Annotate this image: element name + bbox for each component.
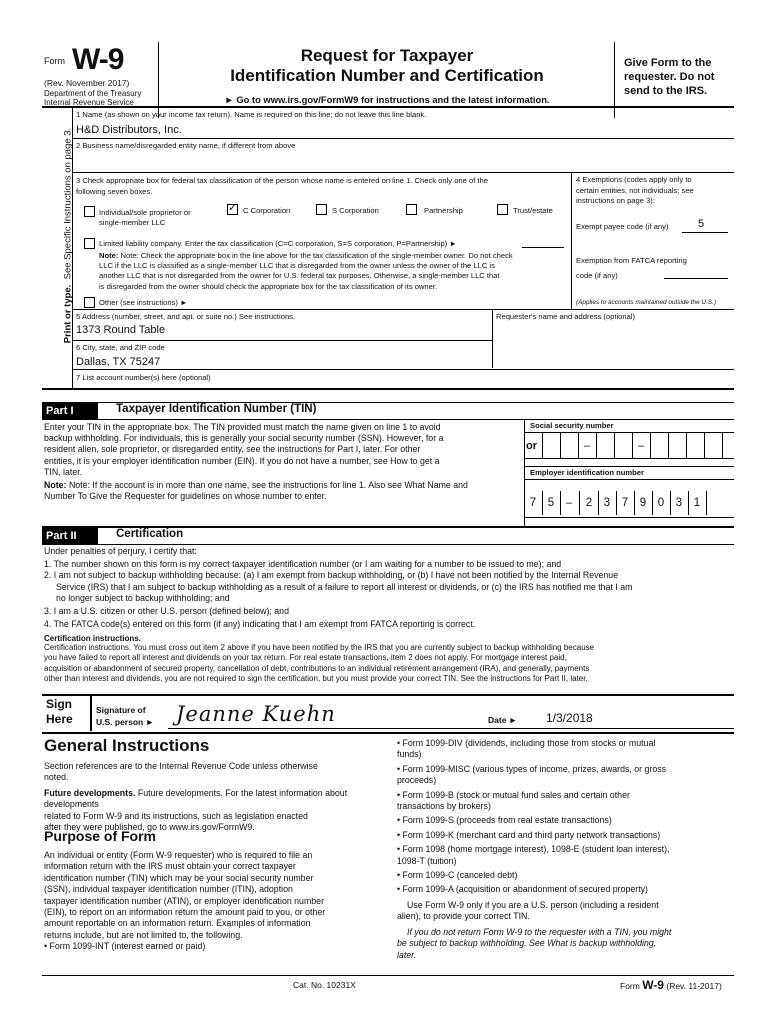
line2-label: 2 Business name/disregarded entity name, if different from above [76, 141, 296, 150]
ein-label: Employer identification number [530, 468, 644, 477]
ein-digit: 7 [524, 491, 543, 515]
checkbox-partnership[interactable] [406, 204, 417, 215]
ssn-field[interactable] [524, 432, 734, 460]
llc-note: Note: Note: Check the appropriate box in the line above for the tax classification of the single-member owner. Do not check LLC if the LLC is classified as a single-member LLC that is disregarded from the owner unless the owner of the LLC is another LLC that is not disregarded from the owner for U.S. federal tax purposes. Otherwise, a single-member LLC that is disregarded from the owner should check the appropriate box for the tax classification of its owner. [99, 251, 513, 291]
option-scorp-label: S Corporation [332, 206, 379, 215]
ssn-label: Social security number [530, 421, 614, 430]
footer-form-id: Form W-9 (Rev. 11-2017) [620, 978, 722, 992]
option-partnership-label: Partnership [424, 206, 463, 215]
fatca-label: Exemption from FATCA reporting code (if any) [576, 256, 687, 280]
signature-field[interactable]: Jeanne Kuehn [176, 702, 336, 726]
check-mark-icon: ✓ [228, 202, 238, 214]
line1-label: 1 Name (as shown on your income tax return). Name is required on this line; do not leave this line blank. [76, 110, 427, 119]
side-instruction: Print or type. See Specific Instructions on page 3. [62, 127, 74, 344]
general-instructions-heading: General Instructions [44, 736, 210, 755]
department: Department of the Treasury [44, 89, 142, 98]
ssn-dash-2: – [638, 440, 645, 452]
give-form-note: Give Form to the requester. Do not send to the IRS. [624, 57, 715, 97]
certification-text: Under penalties of perjury, I certify that: 1. The number shown on this form is my correct taxpayer identification number (or I am waiting for a number to be issued to me); and 2. I am not subject to backup withholding because: (a) I am exempt from backup withholding, or (b) I have not been notified by the Internal Revenue Service (IRS) that I am subject to backup withholding as a result of a failure to report all interest or dividends, or (c) the IRS has notified me that I am no longer subject to backup withholding; and 3. I am a U.S. citizen or other U.S. person (defined below); and 4. The FATCA code(s) entered on this form (if any) indicating that I am exempt from FATCA reporting is correct. Certification instructions. [44, 546, 633, 644]
ein-digit: 5 [542, 491, 561, 515]
ein-digit: 7 [616, 491, 635, 515]
or-label: or [526, 440, 537, 452]
requester-label: Requester's name and address (optional) [496, 312, 636, 321]
llc-classification-field[interactable] [522, 247, 564, 248]
ein-digit: 3 [670, 491, 689, 515]
ein-field[interactable] [524, 491, 734, 517]
ein-digit: 1 [688, 491, 707, 515]
form-label: Form [44, 56, 65, 66]
revision: (Rev. November 2017) [44, 78, 130, 88]
purpose-heading: Purpose of Form [44, 828, 157, 844]
checkbox-llc[interactable] [84, 238, 95, 249]
option-individual-label: Individual/sole proprietor or single-member LLC [99, 208, 191, 227]
form-title-1: Request for Taxpayer [300, 46, 474, 65]
line5-label: 5 Address (number, street, and apt. or suite no.) See instructions. [76, 312, 296, 321]
checkbox-other[interactable] [84, 297, 95, 308]
certification-instructions: Certification instructions. You must cross out item 2 above if you have been notified by the IRS that you are currently subject to backup withholding because you have failed to report all interest and dividends on your tax return. For real estate transactions, item 2 does not apply. For mortgage interest paid, acquisition or abandonment of secured property, cancellation of debt, contributions to an individual retirement arrangement (IRA), and generally, payments other than interest and dividends, you are not required to sign the certification, but you must provide your correct TIN. See the instructions for Part II, later. [44, 643, 595, 684]
signature-label: Signature of U.S. person ► [96, 705, 155, 727]
address-field[interactable]: 1373 Round Table [76, 324, 166, 336]
general-text: Section references are to the Internal Revenue Code unless otherwise noted. Future developments. Future developments. For the latest information about developments related to Form W-9 and its instructions, such as legislation enacted after they were published, go to www.irs.gov/FormW9. [44, 761, 348, 833]
ein-digit: 2 [580, 491, 599, 515]
line6-label: 6 City, state, and ZIP code [76, 343, 165, 352]
instructions-link[interactable]: ► Go to www.irs.gov/FormW9 for instructions and the latest information. [224, 94, 550, 105]
date-field[interactable]: 1/3/2018 [546, 711, 593, 725]
other-label: Other (see instructions) ► [99, 298, 188, 307]
exempt-payee-field[interactable]: 5 [698, 218, 705, 230]
form-number: W-9 [72, 43, 124, 76]
part2-tag: Part II [42, 528, 98, 544]
city-state-zip-field[interactable]: Dallas, TX 75247 [76, 356, 161, 368]
checkbox-s-corporation[interactable] [316, 204, 327, 215]
line3-label: 3 Check appropriate box for federal tax classification of the person whose name is entered on line 1. Check only one of the following seven boxes. [76, 176, 488, 196]
purpose-text: An individual or entity (Form W-9 requester) who is required to file an information return with the IRS must obtain your correct taxpayer identification number (TIN) which may be your social security number (SSN), individual taxpayer identification number (ITIN), adoption taxpayer identification number (ATIN), or employer identification number (EIN), to report on an information return the amount paid to you, or other amount reportable on an information return. Examples of information returns include, but are not limited to, the following. • Form 1099-INT (interest earned or paid) [44, 850, 326, 952]
part1-tag: Part I [42, 403, 98, 419]
option-trust-label: Trust/estate [513, 206, 553, 215]
line7-label: 7 List account number(s) here (optional) [76, 373, 211, 382]
ein-dash: – [566, 497, 573, 509]
exemptions-label: 4 Exemptions (codes apply only to certain entities, not individuals; see instructions on page 3): [576, 175, 694, 205]
sign-here-label: Sign Here [46, 697, 73, 726]
applies-note: (Applies to accounts maintained outside the U.S.) [576, 299, 716, 306]
catalog-number: Cat. No. 10231X [293, 980, 356, 990]
part1-text: Enter your TIN in the appropriate box. The TIN provided must match the name given on line 1 to avoid backup withholding. For individuals, this is generally your social security number (SSN). However, for a resident alien, sole proprietor, or disregarded entity, see the instructions for Part I, later. For other entities, it is your employer identification number (EIN). If you do not have a number, see How to get a TIN, later. Note: Note: If the account is in more than one name, see the instructions for line 1. Also see What Name and Number To Give the Requester for guidelines on whose number to enter. [44, 422, 468, 502]
exempt-payee-label: Exempt payee code (if any) [576, 222, 669, 231]
ein-digit: 9 [634, 491, 653, 515]
part1-title: Taxpayer Identification Number (TIN) [116, 403, 317, 415]
llc-label: Limited liability company. Enter the tax classification (C=C corporation, S=S corporation, P=Partnership) ► [99, 239, 457, 248]
option-ccorp-label: C Corporation [243, 206, 291, 215]
ssn-dash-1: – [584, 440, 591, 452]
fatca-field[interactable] [664, 278, 728, 279]
form-title-2: Identification Number and Certification [230, 66, 544, 85]
part2-title: Certification [116, 528, 184, 540]
ein-digit: 0 [652, 491, 671, 515]
date-label: Date ► [488, 715, 518, 725]
checkbox-individual[interactable] [84, 206, 95, 217]
name-field[interactable]: H&D Distributors, Inc. [76, 124, 182, 136]
ein-digit: 3 [598, 491, 617, 515]
agency: Internal Revenue Service [44, 98, 134, 107]
business-name-field[interactable] [76, 152, 726, 170]
checkbox-trust-estate[interactable] [497, 204, 508, 215]
forms-list: • Form 1099-DIV (dividends, including those from stocks or mutual funds) • Form 1099-MISC (various types of income, prizes, awards, or gross proceeds) • Form 1099-B (stock or mutual fund sales and certain other transactions by brokers) • Form 1099-S (proceeds from real estate transactions) • Form 1099-K (merchant card and third party network transactions) • Form 1098 (home mortgage interest), 1098-E (student loan interest), 1098-T (tuition) • Form 1099-C (canceled debt) • Form 1099-A (acquisition or abandonment of secured property) Use Form W-9 only if you are a U.S. person (including a resident alien), to provide your correct TIN. If you do not return Form W-9 to the requester with a TIN, you might be subject to backup withholding. See What is backup withholding, later. [397, 738, 672, 960]
